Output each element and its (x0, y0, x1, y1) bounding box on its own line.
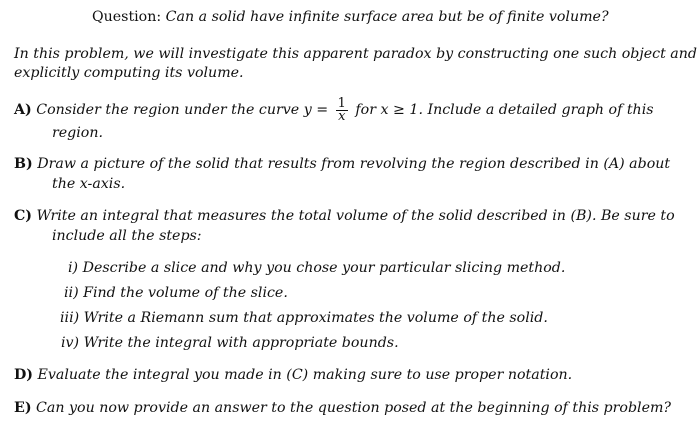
part-c-line-1 (14, 207, 675, 225)
part-a-eq-lhs: y = (303, 102, 329, 118)
part-b-letter: B) (14, 156, 33, 172)
part-c-line-2: include all the steps: (52, 228, 202, 244)
part-b-text: Draw a picture of the solid that results from revolving the region described in (A) about (37, 156, 671, 172)
part-a-tail: Include a detailed graph of this (427, 102, 654, 118)
part-c-letter: C) (14, 208, 33, 224)
part-c-text: Write an integral that measures the total volume of the solid described in (B). Be sure to (36, 208, 675, 224)
part-b-line-2 (52, 175, 125, 193)
list-item (68, 259, 565, 277)
list-item (64, 284, 288, 302)
part-e-letter: E) (14, 400, 32, 416)
intro-line-1: In this problem, we will investigate this apparent paradox by constructing one such object and (14, 46, 697, 62)
part-a-letter: A) (14, 102, 32, 118)
list-item (61, 334, 399, 352)
part-a-fraction (336, 95, 348, 124)
part-b-line2-post: -axis. (87, 176, 126, 192)
part-e-line (14, 399, 671, 417)
step-text: Describe a slice and why you chose your particular slicing method. (82, 260, 566, 276)
question-prefix: Question: (92, 9, 162, 25)
step-number: ii) (64, 285, 79, 301)
list-item (60, 309, 548, 327)
part-a-before: Consider the region under the curve (36, 102, 300, 118)
step-text: Find the volume of the slice. (83, 285, 288, 301)
step-text: Write the integral with appropriate bounds. (83, 335, 399, 351)
part-d-line (14, 366, 572, 384)
part-a-line-2: region. (52, 125, 103, 141)
part-d-text: Evaluate the integral you made in (C) making sure to use proper notation. (37, 367, 573, 383)
question-title (92, 8, 609, 26)
fraction-numerator: 1 (337, 95, 346, 111)
part-a-condition: x ≥ 1. (380, 102, 423, 118)
part-d-letter: D) (14, 367, 34, 383)
step-text: Write a Riemann sum that approximates the volume of the solid. (83, 310, 548, 326)
part-b-line2-var: x (79, 176, 88, 192)
part-b-line-1 (14, 155, 670, 173)
step-number: iv) (61, 335, 80, 351)
part-e-text: Can you now provide an answer to the question posed at the beginning of this problem? (36, 400, 672, 416)
intro-line-2: explicitly computing its volume. (14, 65, 244, 81)
part-a-line-1 (14, 97, 654, 123)
part-b-line2-pre: the (52, 176, 76, 192)
question-text: Can a solid have infinite surface area but be of finite volume? (165, 9, 609, 25)
step-number: iii) (60, 310, 80, 326)
step-number: i) (68, 260, 79, 276)
part-a-after: for (355, 102, 376, 118)
fraction-denominator: x (338, 108, 346, 124)
